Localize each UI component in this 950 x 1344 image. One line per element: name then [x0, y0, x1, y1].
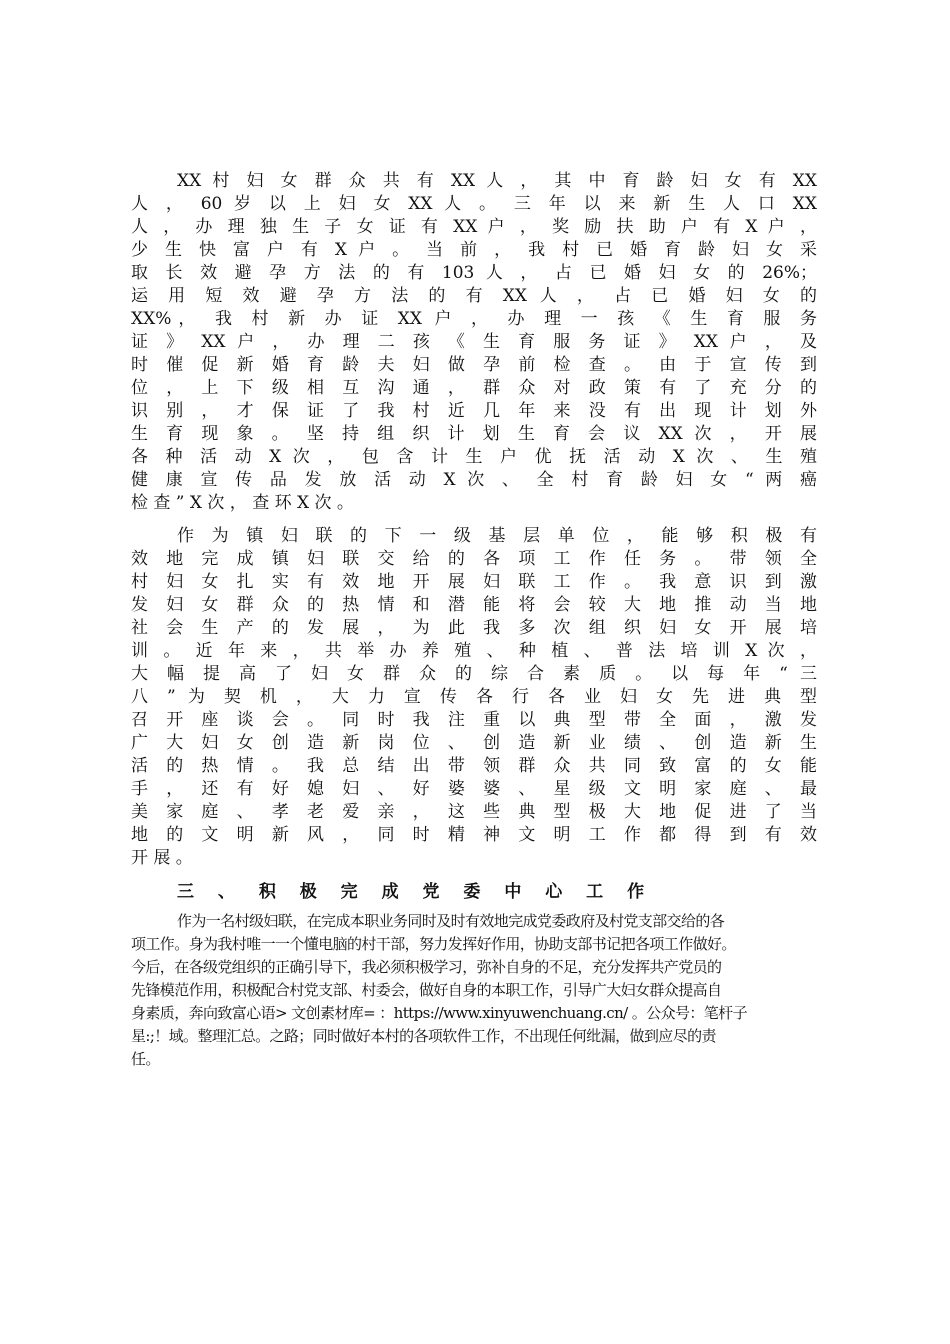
text-line: 运 用 短 效 避 孕 方 法 的 有 XX 人 ， 占 已 婚 妇 女 的 [131, 286, 817, 306]
text-line: 少 生 快 富 户 有 X 户 。 当 前 ， 我 村 已 婚 育 龄 妇 女 采 [131, 240, 817, 260]
text-line: 今后，在各级党组织的正确引导下，我必须积极学习，弥补自身的不足，充分发挥共产党员的 [131, 958, 722, 976]
text-line: 位 ， 上 下 级 相 互 沟 通 ， 群 众 对 政 策 有 了 充 分 的 [131, 378, 817, 398]
text-line: 作 为 镇 妇 联 的 下 一 级 基 层 单 位 ， 能 够 积 极 有 [177, 526, 817, 546]
text-line: 识 别 ， 才 保 证 了 我 村 近 几 年 来 没 有 出 现 计 划 外 [131, 401, 817, 421]
text-line: 大 幅 提 高 了 妇 女 群 众 的 综 合 素 质 。 以 每 年 “ 三 [131, 664, 817, 684]
text-line: 作为一名村级妇联，在完成本职业务同时及时有效地完成党委政府及村党支部交给的各 [177, 912, 725, 930]
text-line: 证 》 XX 户 ， 办 理 二 孩 《 生 育 服 务 证 》 XX 户 ， 及 [131, 332, 817, 352]
text-line: 人 ， 60 岁 以 上 妇 女 XX 人 。 三 年 以 来 新 生 人 口 XX [131, 194, 817, 214]
text-line: XX 村 妇 女 群 众 共 有 XX 人 ， 其 中 育 龄 妇 女 有 XX [177, 171, 817, 191]
text-line: XX%， 我 村 新 办 证 XX 户 ， 办 理 一 孩 《 生 育 服 务 [131, 309, 817, 329]
text-line: 检 查 ” X 次 ， 查 环 X 次 。 [131, 493, 354, 513]
paragraph-womens-federation [131, 525, 817, 870]
text-line: 任。 [131, 1050, 160, 1068]
section-heading: 三 、 积 极 完 成 党 委 中 心 工 作 [177, 882, 654, 902]
document-body [131, 170, 817, 1081]
text-line: 取 长 效 避 孕 方 法 的 有 103 人 ， 占 已 婚 妇 女 的 26%； [131, 263, 817, 283]
text-line: 人 ， 办 理 独 生 子 女 证 有 XX 户 ， 奖 励 扶 助 户 有 X 户 ， [131, 217, 817, 237]
text-line: 时 催 促 新 婚 育 龄 夫 妇 做 孕 前 检 查 。 由 于 宣 传 到 [131, 355, 817, 375]
paragraph-party-work [131, 910, 817, 1071]
text-line: 地 的 文 明 新 风 ， 同 时 精 神 文 明 工 作 都 得 到 有 效 [131, 825, 817, 845]
text-line: 效 地 完 成 镇 妇 联 交 给 的 各 项 工 作 任 务 。 带 领 全 [131, 549, 817, 569]
text-line: 村 妇 女 扎 实 有 效 地 开 展 妇 联 工 作 。 我 意 识 到 激 [131, 572, 817, 592]
text-line: 美 家 庭 、 孝 老 爱 亲 ， 这 些 典 型 极 大 地 促 进 了 当 [131, 802, 817, 822]
paragraph-family-planning [131, 170, 817, 515]
text-line: 项工作。身为我村唯一一个懂电脑的村干部，努力发挥好作用，协助支部书记把各项工作做好。 [131, 935, 736, 953]
text-line: 发 妇 女 群 众 的 热 情 和 潜 能 将 会 较 大 地 推 动 当 地 [131, 595, 817, 615]
text-line: 开 展 。 [131, 848, 193, 868]
text-line: 手 ， 还 有 好 媳 妇 、 好 婆 婆 、 星 级 文 明 家 庭 、 最 [131, 779, 817, 799]
text-line: 广 大 妇 女 创 造 新 岗 位 、 创 造 新 业 绩 、 创 造 新 生 [131, 733, 817, 753]
text-line: 生 育 现 象 。 坚 持 组 织 计 划 生 育 会 议 XX 次 ， 开 展 [131, 424, 817, 444]
text-line: 训 。 近 年 来 ， 共 举 办 养 殖 、 种 植 、 普 法 培 训 X 次 ， [131, 641, 817, 661]
text-line: 社 会 生 产 的 发 展 ， 为 此 我 多 次 组 织 妇 女 开 展 培 [131, 618, 817, 638]
text-line: 各 种 活 动 X 次 ， 包 含 计 生 户 优 抚 活 动 X 次 、 生 殖 [131, 447, 817, 467]
text-line: 活 的 热 情 。 我 总 结 出 带 领 群 众 共 同 致 富 的 女 能 [131, 756, 817, 776]
text-line: 八 ” 为 契 机 ， 大 力 宣 传 各 行 各 业 妇 女 先 进 典 型 [131, 687, 817, 707]
text-line: 健 康 宣 传 品 发 放 活 动 X 次 、 全 村 育 龄 妇 女 “ 两 癌 [131, 470, 817, 490]
text-line: 先锋模范作用，积极配合村党支部、村委会，做好自身的本职工作，引导广大妇女群众提高自 [131, 981, 722, 999]
text-line: 召 开 座 谈 会 。 同 时 我 注 重 以 典 型 带 全 面 ， 激 发 [131, 710, 817, 730]
text-line: 身素质，奔向致富心语> 文创素材库= ：https://www.xinyuwenchuang.cn/ 。公众号：笔杆子 [131, 1004, 747, 1022]
text-line: 星:;！域。整理汇总。之路；同时做好本村的各项软件工作，不出现任何纰漏，做到应尽的责 [131, 1027, 716, 1045]
